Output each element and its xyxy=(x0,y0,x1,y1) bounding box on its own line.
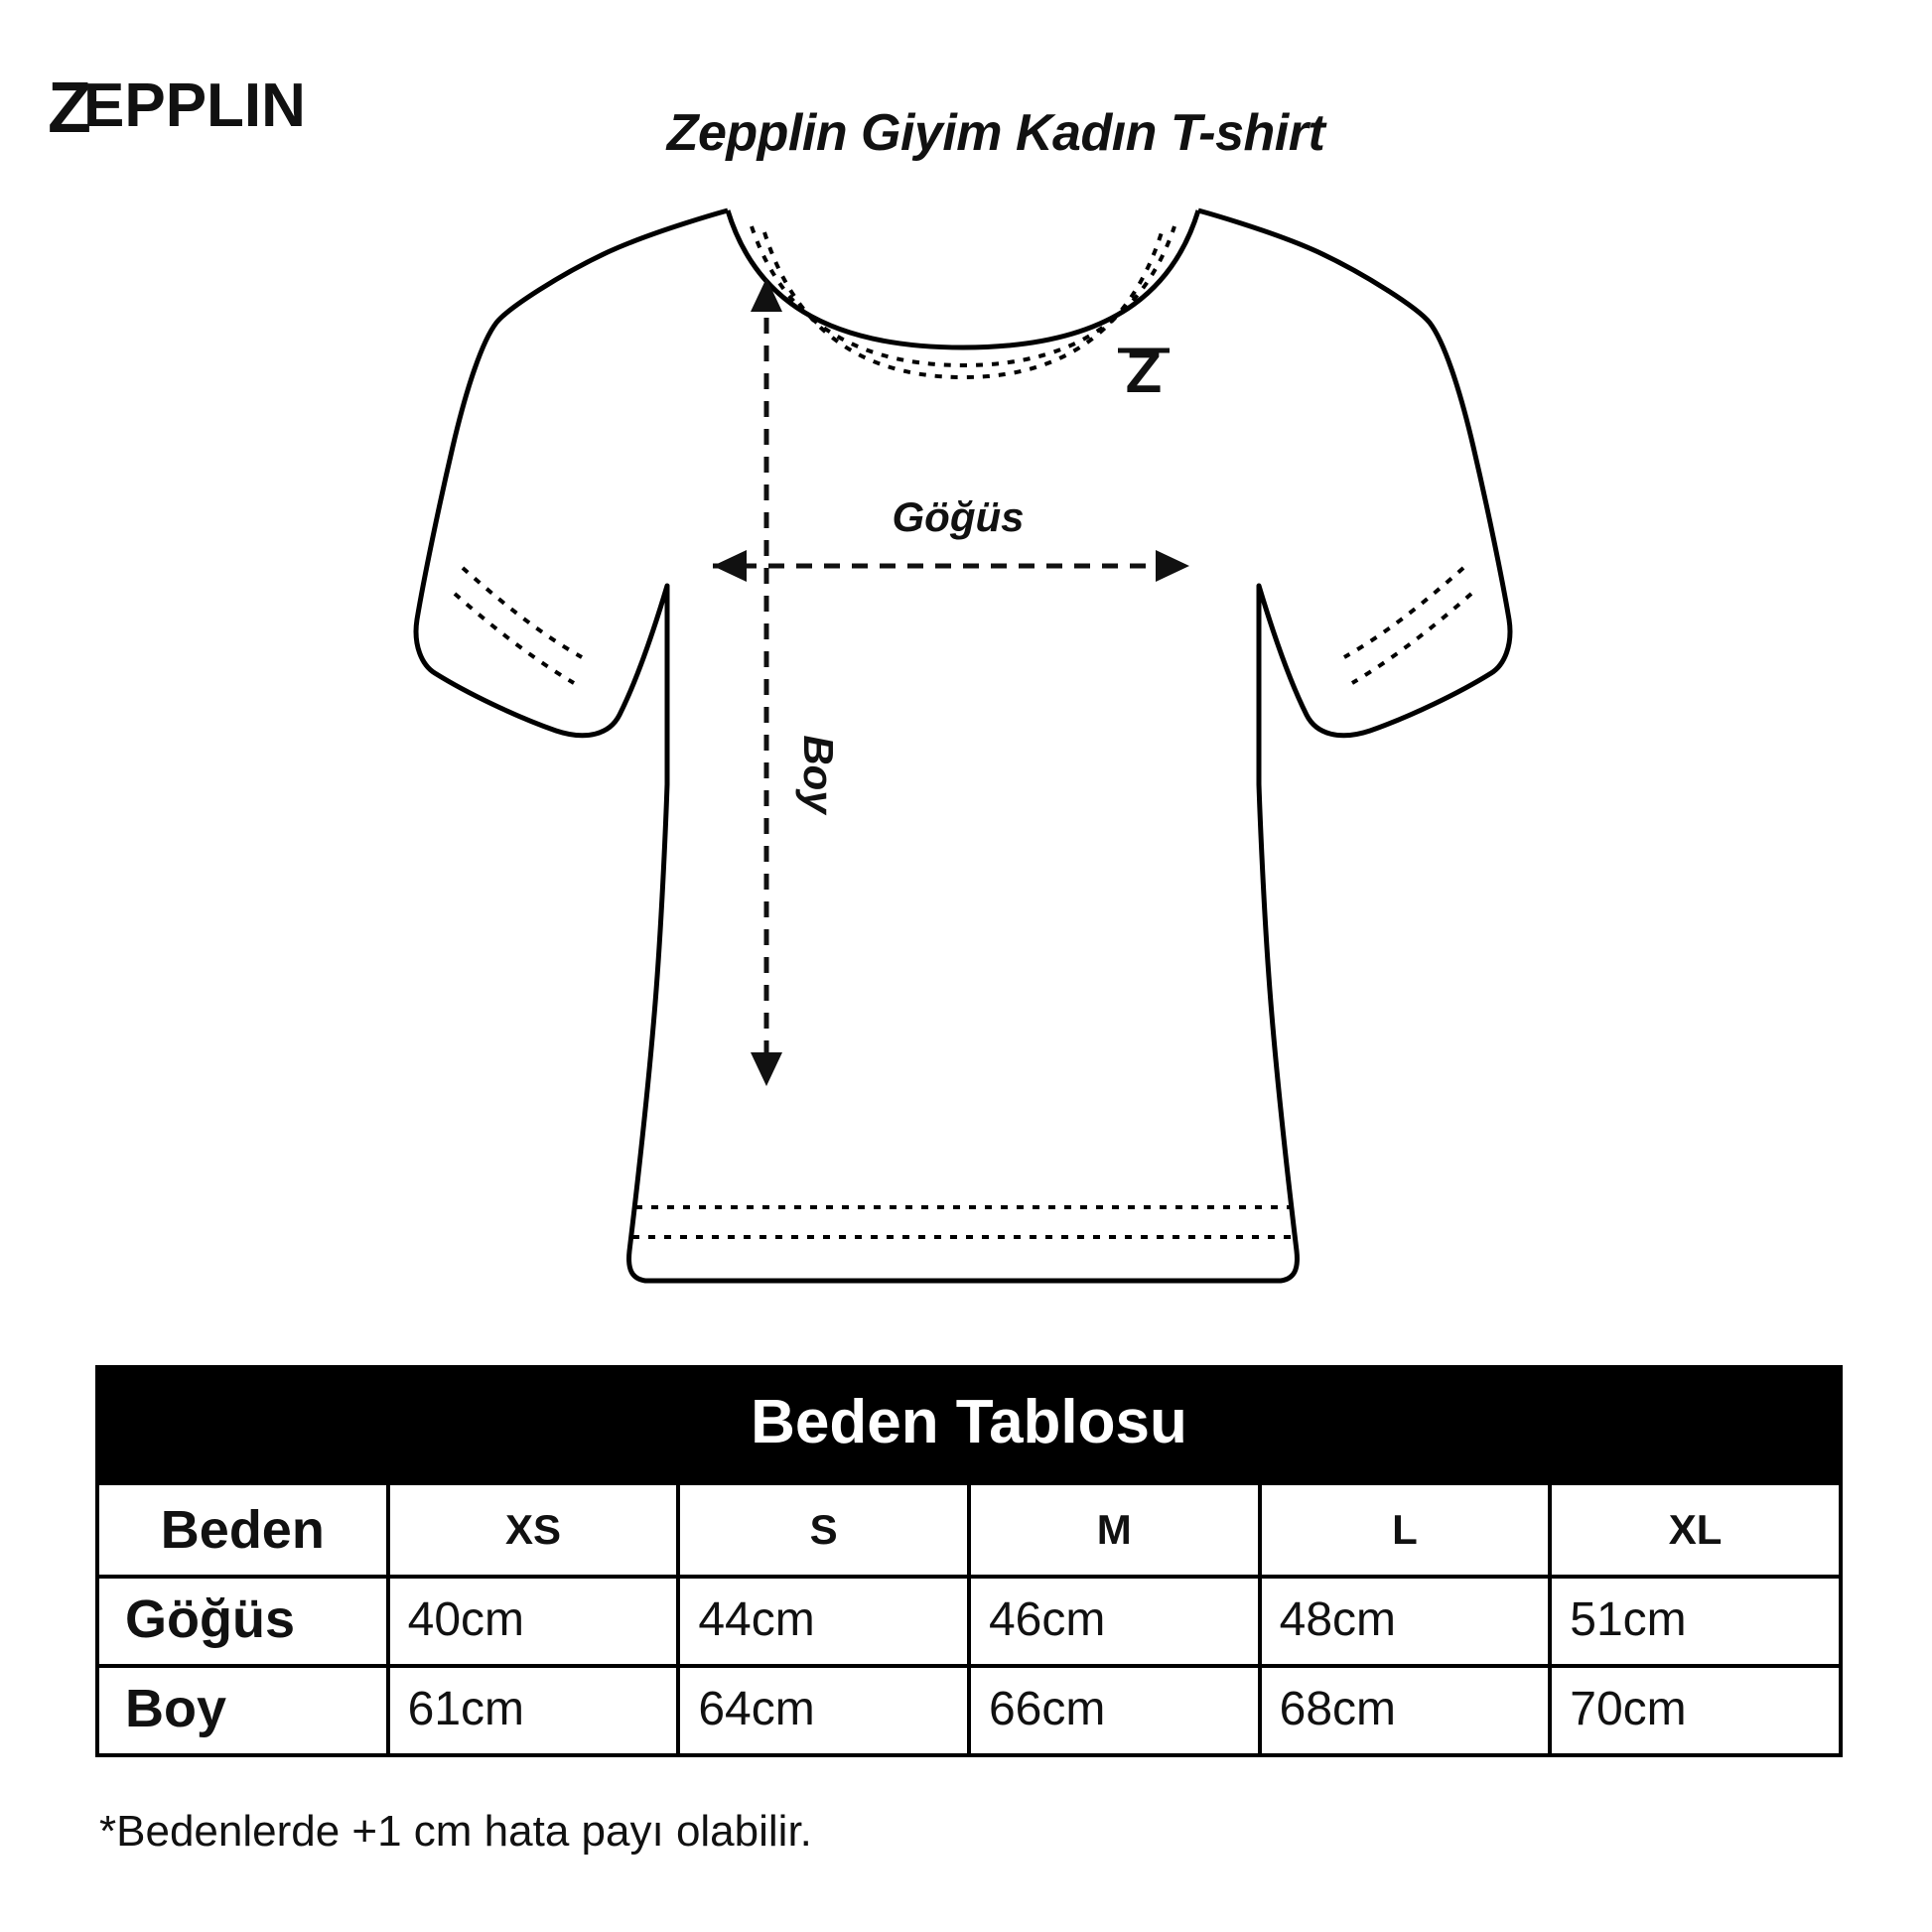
row-label-boy: Boy xyxy=(97,1666,388,1755)
chest-measure-label: Göğüs xyxy=(892,493,1025,540)
cell-boy-xl: 70cm xyxy=(1550,1666,1841,1755)
length-measure-label: Boy xyxy=(795,735,842,814)
header-cell-xl: XL xyxy=(1550,1483,1841,1577)
table-row xyxy=(97,1666,1841,1755)
cell-boy-m: 66cm xyxy=(969,1666,1260,1755)
tshirt-illustration xyxy=(0,149,1932,1370)
header-cell-s: S xyxy=(678,1483,969,1577)
size-table-wrapper xyxy=(95,1365,1843,1757)
page-title-light: Zepplin Giyim xyxy=(666,104,1016,162)
header-cell-beden: Beden xyxy=(97,1483,388,1577)
cell-gogus-xl: 51cm xyxy=(1550,1577,1841,1666)
brand-logo-z: Z xyxy=(48,69,89,148)
cell-gogus-s: 44cm xyxy=(678,1577,969,1666)
size-table-title: Beden Tablosu xyxy=(97,1367,1841,1483)
row-label-gogus: Göğüs xyxy=(97,1577,388,1666)
table-header-row xyxy=(97,1483,1841,1577)
tshirt-outline-icon xyxy=(416,210,1510,1281)
cell-boy-l: 68cm xyxy=(1260,1666,1551,1755)
shirt-chest-logo xyxy=(1118,339,1170,405)
svg-text:Z: Z xyxy=(1125,339,1163,405)
cell-gogus-m: 46cm xyxy=(969,1577,1260,1666)
header-cell-l: L xyxy=(1260,1483,1551,1577)
header-cell-m: M xyxy=(969,1483,1260,1577)
cell-boy-xs: 61cm xyxy=(388,1666,679,1755)
double-arrow-horizontal-icon xyxy=(713,550,1189,582)
cell-boy-s: 64cm xyxy=(678,1666,969,1755)
cell-gogus-xs: 40cm xyxy=(388,1577,679,1666)
table-row xyxy=(97,1577,1841,1666)
brand-logo-text: EPPLIN xyxy=(82,71,306,140)
size-table xyxy=(95,1365,1843,1757)
size-table-footnote: *Bedenlerde +1 cm hata payı olabilir. xyxy=(99,1807,812,1856)
header-cell-xs: XS xyxy=(388,1483,679,1577)
table-title-row xyxy=(97,1367,1841,1483)
double-arrow-vertical-icon xyxy=(751,278,782,1086)
cell-gogus-l: 48cm xyxy=(1260,1577,1551,1666)
page-title-bold: Kadın T-shirt xyxy=(1015,104,1325,162)
